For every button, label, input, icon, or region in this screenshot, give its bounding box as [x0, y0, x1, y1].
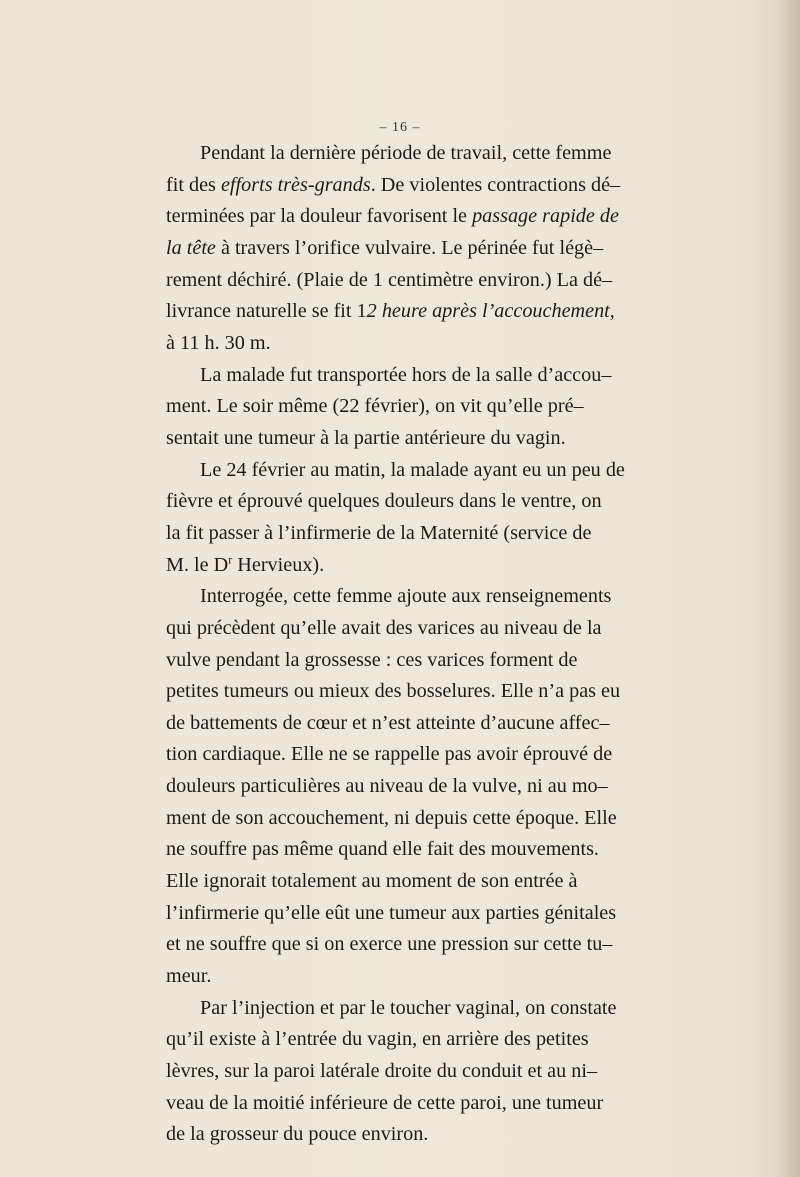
- paragraph: [166, 581, 702, 993]
- paragraph: [166, 455, 702, 582]
- text-line: vulve pendant la grossesse : ces varices forment de: [166, 648, 578, 671]
- text-line: fièvre et éprouvé quelques douleurs dans le ventre, on: [166, 490, 602, 513]
- text-line: fit des efforts très-grands. De violentes contractions dé–: [166, 173, 621, 196]
- text-line: meur.: [166, 965, 212, 988]
- text-line: la tête à travers l’orifice vulvaire. Le périnée fut légè–: [166, 236, 604, 259]
- paragraph: [166, 360, 702, 455]
- text-line: Pendant la dernière période de travail, cette femme: [200, 142, 612, 164]
- text-line: Interrogée, cette femme ajoute aux renseignements: [200, 585, 612, 608]
- text-line: à 11 h. 30 m.: [166, 331, 271, 354]
- text-line: lèvres, sur la paroi latérale droite du conduit et au ni–: [166, 1060, 598, 1083]
- text-line: terminées par la douleur favorisent le passage rapide de: [166, 205, 619, 228]
- text-line: La malade fut transportée hors de la salle d’accou–: [200, 363, 612, 386]
- paragraph: [166, 993, 702, 1151]
- text-line: la fit passer à l’infirmerie de la Maternité (service de: [166, 521, 592, 544]
- body-text: [166, 138, 702, 1151]
- text-line: livrance naturelle se fit 12 heure après l’accouchement,: [166, 300, 615, 323]
- text-line: de la grosseur du pouce environ.: [166, 1123, 429, 1146]
- page-edge-shadow: [778, 0, 800, 1177]
- page-number: – 16 –: [379, 120, 421, 135]
- text-line: sentait une tumeur à la partie antérieure du vagin.: [166, 426, 566, 449]
- text-line: veau de la moitié inférieure de cette paroi, une tumeur: [166, 1091, 604, 1114]
- text-line: petites tumeurs ou mieux des bosselures. Elle n’a pas eu: [166, 680, 621, 703]
- text-line: ment. Le soir même (22 février), on vit qu’elle pré–: [166, 395, 584, 418]
- paragraph: [166, 138, 702, 360]
- text-line: M. le $D^r$ Hervieux).: [166, 551, 325, 576]
- text-line: tion cardiaque. Elle ne se rappelle pas avoir éprouvé de: [166, 743, 613, 766]
- text-line: rement déchiré. (Plaie de 1 centimètre environ.) La dé–: [166, 268, 613, 291]
- text-line: qui précèdent qu’elle avait des varices au niveau de la: [166, 616, 602, 639]
- text-line: ment de son accouchement, ni depuis cette époque. Elle: [166, 806, 617, 829]
- text-line: et ne souffre que si on exerce une pression sur cette tu–: [166, 933, 613, 956]
- text-line: douleurs particulières au niveau de la vulve, ni au mo–: [166, 775, 608, 798]
- text-line: qu’il existe à l’entrée du vagin, en arrière des petites: [166, 1028, 589, 1051]
- text-line: Elle ignorait totalement au moment de son entrée à: [166, 870, 578, 893]
- text-line: de battements de cœur et n’est atteinte d’aucune affec–: [166, 711, 610, 734]
- text-line: Le 24 février au matin, la malade ayant eu un peu de: [200, 458, 625, 481]
- text-line: l’infirmerie qu’elle eût une tumeur aux parties génitales: [166, 901, 617, 924]
- text-line: ne souffre pas même quand elle fait des mouvements.: [166, 838, 599, 861]
- text-line: Par l’injection et par le toucher vaginal, on constate: [200, 996, 617, 1019]
